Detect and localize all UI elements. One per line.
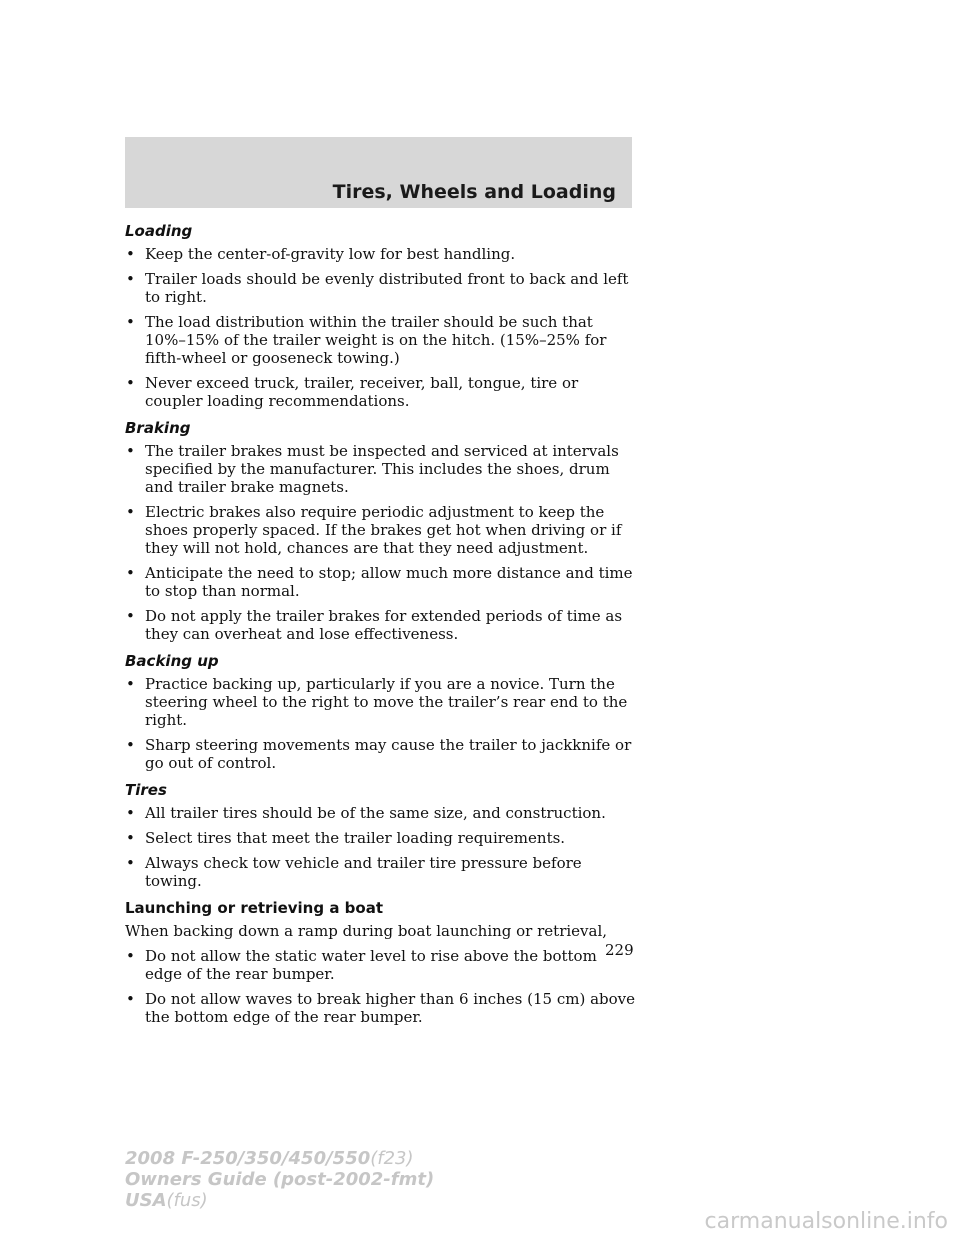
bullet-text: All trailer tires should be of the same size, and construction. [145, 804, 606, 822]
bullet-item [125, 503, 635, 557]
bullet-item [125, 947, 635, 983]
bullet-icon: • [126, 245, 135, 263]
page-number: 229 [605, 941, 634, 959]
bullet-item [125, 829, 635, 847]
bullet-item [125, 564, 635, 600]
footer-line-2: Owners Guide (post-2002-fmt) [125, 1169, 435, 1190]
bullet-icon: • [126, 442, 135, 460]
bullet-list [125, 804, 635, 890]
bullet-icon: • [126, 313, 135, 331]
bullet-item [125, 675, 635, 729]
bullet-text: Electric brakes also require periodic adjustment to keep the shoes properly spaced. If the brakes get hot when driving or if they will not hold, chances are that they need adjustment. [145, 503, 622, 557]
section-heading: Launching or retrieving a boat [125, 899, 384, 917]
bullet-icon: • [126, 374, 135, 392]
bullet-text: Do not allow waves to break higher than 6 inches (15 cm) above the bottom edge of the rear bumper. [145, 990, 636, 1026]
bullet-icon: • [126, 675, 135, 693]
footer-line-3 [125, 1190, 434, 1211]
section-heading: Loading [125, 222, 193, 240]
bullet-icon: • [126, 270, 135, 288]
bullet-icon: • [126, 854, 135, 872]
bullet-icon: • [126, 947, 135, 965]
bullet-text: Select tires that meet the trailer loading requirements. [145, 829, 566, 847]
bullet-text: Trailer loads should be evenly distributed front to back and left to right. [145, 270, 629, 306]
bullet-icon: • [126, 736, 135, 754]
bullet-text: Sharp steering movements may cause the trailer to jackknife or go out of control. [145, 736, 632, 772]
section-braking [125, 419, 635, 643]
bullet-item [125, 374, 635, 410]
bullet-text: The trailer brakes must be inspected and serviced at intervals specified by the manufacturer. This includes the shoes, drum and trailer brake magnets. [145, 442, 619, 496]
bullet-text: Keep the center-of-gravity low for best handling. [145, 245, 516, 263]
bullet-icon: • [126, 607, 135, 625]
section-intro: When backing down a ramp during boat launching or retrieval, [125, 922, 608, 940]
section-heading: Tires [125, 781, 167, 799]
bullet-text: Never exceed truck, trailer, receiver, ball, tongue, tire or coupler loading recommendations. [145, 374, 579, 410]
bullet-icon: • [126, 804, 135, 822]
footer-model-code: (f23) [370, 1148, 414, 1169]
bullet-text: Do not apply the trailer brakes for extended periods of time as they can overheat and lose effectiveness. [145, 607, 623, 643]
bullet-text: The load distribution within the trailer should be such that 10%–15% of the trailer weight is on the hitch. (15%–25% for fifth-wheel or gooseneck towing.) [145, 313, 607, 367]
bullet-text: Practice backing up, particularly if you are a novice. Turn the steering wheel to the right to move the trailer’s rear end to the right. [145, 675, 628, 729]
footer-model: 2008 F-250/350/450/550 [125, 1148, 371, 1169]
bullet-list [125, 947, 635, 1026]
bullet-icon: • [126, 990, 135, 1008]
bullet-item [125, 442, 635, 496]
page-header-title: Tires, Wheels and Loading [332, 181, 616, 203]
bullet-item [125, 245, 635, 263]
bullet-item [125, 736, 635, 772]
footer-region: USA [125, 1190, 167, 1211]
watermark: carmanualsonline.info [704, 1209, 948, 1234]
section-loading [125, 222, 635, 410]
bullet-item [125, 854, 635, 890]
header-band [125, 137, 632, 208]
bullet-item [125, 607, 635, 643]
footer-region-code: (fus) [166, 1190, 208, 1211]
bullet-text: Do not allow the static water level to rise above the bottom edge of the rear bumper. [145, 947, 597, 983]
section-tires [125, 781, 635, 890]
bullet-icon: • [126, 829, 135, 847]
bullet-list [125, 245, 635, 410]
page-content [125, 222, 635, 1035]
bullet-item [125, 270, 635, 306]
bullet-text: Anticipate the need to stop; allow much more distance and time to stop than normal. [145, 564, 633, 600]
footer-line-1 [125, 1148, 434, 1169]
footer [125, 1148, 434, 1211]
bullet-item [125, 990, 635, 1026]
section-heading: Backing up [125, 652, 219, 670]
bullet-text: Always check tow vehicle and trailer tire pressure before towing. [145, 854, 582, 890]
bullet-icon: • [126, 564, 135, 582]
bullet-item [125, 804, 635, 822]
section-boat [125, 899, 635, 1026]
section-heading: Braking [125, 419, 191, 437]
bullet-list [125, 442, 635, 643]
section-backing-up [125, 652, 635, 772]
bullet-icon: • [126, 503, 135, 521]
bullet-item [125, 313, 635, 367]
bullet-list [125, 675, 635, 772]
